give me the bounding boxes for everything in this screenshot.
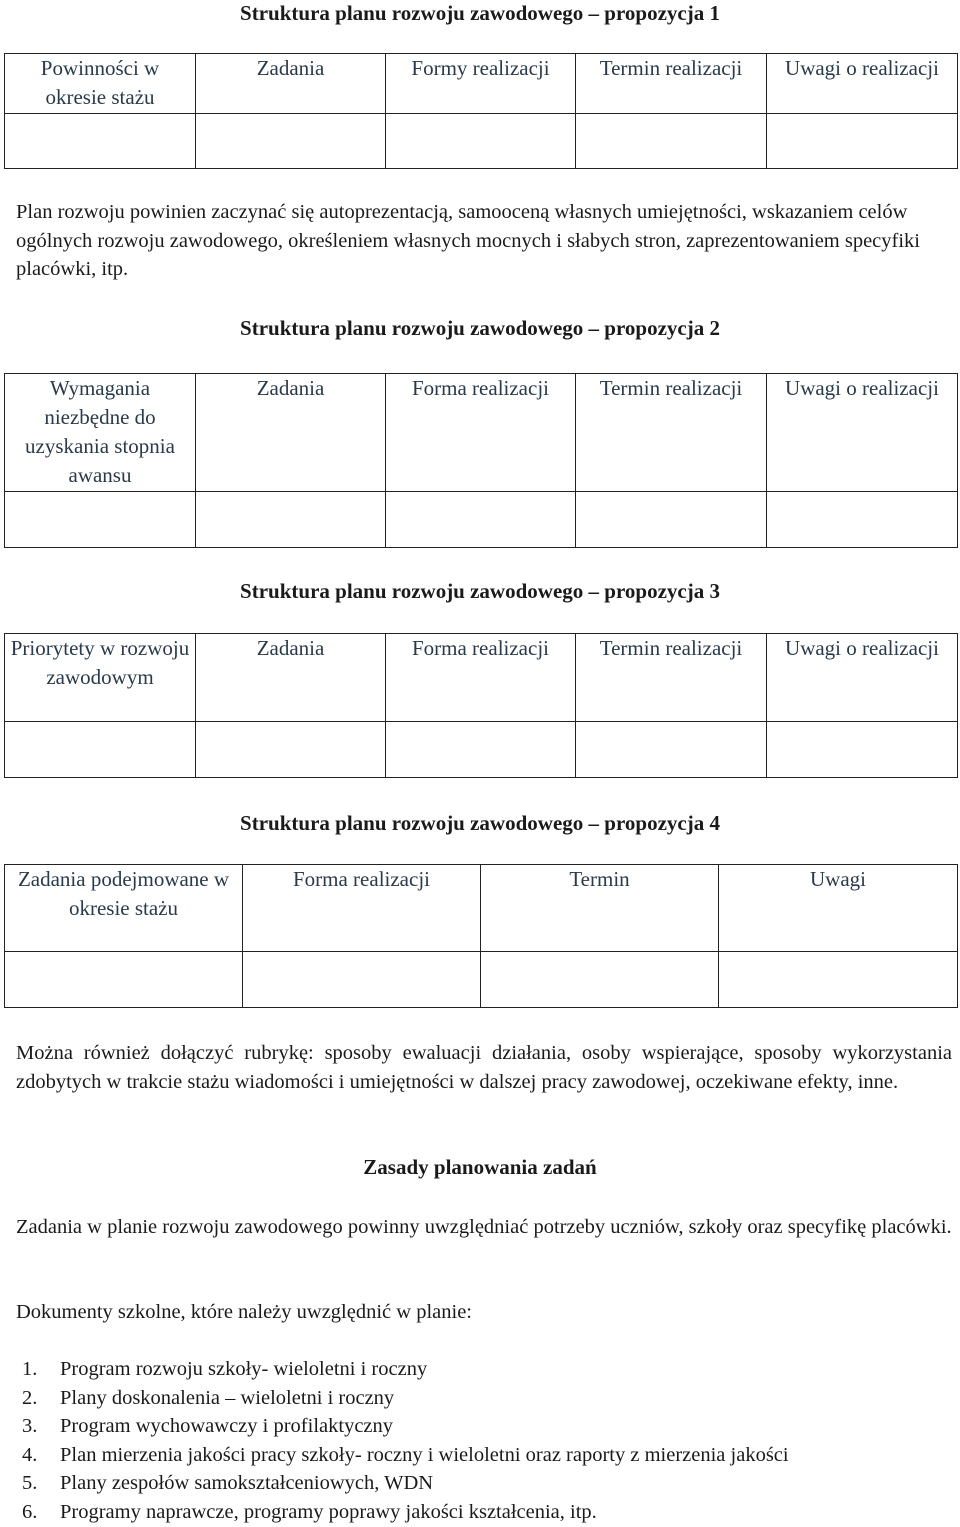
empty-cell [719,952,958,1008]
empty-cell [767,492,958,548]
list-item [16,1441,952,1470]
list-item [16,1412,952,1441]
rules-paragraph: Zadania w planie rozwoju zawodowego powinny uwzględniać potrzeby uczniów, szkoły oraz specyfikę placówki. [16,1216,952,1238]
documents-list [16,1355,952,1526]
section-4-title: Struktura planu rozwoju zawodowego – propozycja 4 [240,811,720,835]
empty-cell [5,114,196,169]
header-cell-form: Forma realizacji [386,374,576,492]
header-cell-remarks: Uwagi o realizacji [767,634,958,722]
list-item-number: 4. [22,1443,38,1466]
plan-table-3 [4,633,958,778]
header-cell-priorities: Priorytety w rozwoju zawodowym [5,634,196,722]
header-cell-forms: Formy realizacji [386,54,576,114]
empty-cell [386,114,576,169]
header-cell-obligations: Powinności w okresie stażu [5,54,196,114]
list-item-text: Program wychowawczy i profilaktyczny [60,1415,394,1437]
list-item-text: Program rozwoju szkoły- wieloletni i roczny [60,1358,428,1380]
plan-table-1 [4,53,958,169]
header-cell-undertaken-tasks: Zadania podejmowane w okresie stażu [5,865,243,952]
header-cell-remarks: Uwagi [719,865,958,952]
section-1-title: Struktura planu rozwoju zawodowego – propozycja 1 [240,1,720,25]
empty-cell [196,492,386,548]
header-cell-remarks: Uwagi o realizacji [767,374,958,492]
documents-intro: Dokumenty szkolne, które należy uwzględnić w planie: [16,1301,472,1323]
header-cell-tasks: Zadania [196,634,386,722]
list-item-text: Plan mierzenia jakości pracy szkoły- roczny i wieloletni oraz raporty z mierzenia jakości [60,1443,789,1466]
extra-columns-paragraph: Można również dołączyć rubrykę: sposoby ewaluacji działania, osoby wspierające, sposoby wykorzystania zdobytych w trakcie stażu wiadomości i umiejętności w dalszej pracy zawodowej, oczekiwane efekty, inne. [16,1042,952,1093]
list-item [16,1498,952,1527]
empty-cell [386,722,576,778]
header-cell-remarks: Uwagi o realizacji [767,54,958,114]
list-item-number: 3. [22,1415,38,1437]
list-item-text: Plany doskonalenia – wieloletni i roczny [60,1386,395,1409]
section-3-title: Struktura planu rozwoju zawodowego – propozycja 3 [240,579,720,603]
header-cell-requirements: Wymagania niezbędne do uzyskania stopnia awansu [5,374,196,492]
header-cell-form: Forma realizacji [243,865,481,952]
list-item-text: Programy naprawcze, programy poprawy jakości kształcenia, itp. [60,1500,597,1523]
section-2-title: Struktura planu rozwoju zawodowego – propozycja 2 [240,316,720,340]
list-item-number: 6. [22,1500,38,1523]
header-cell-deadline: Termin [481,865,719,952]
header-cell-form: Forma realizacji [386,634,576,722]
empty-cell [5,722,196,778]
plan-table-4 [4,864,958,1008]
empty-cell [5,952,243,1008]
list-item-number: 5. [22,1472,38,1494]
empty-cell [196,722,386,778]
rules-title: Zasady planowania zadań [363,1155,597,1179]
empty-cell [243,952,481,1008]
intro-paragraph: Plan rozwoju powinien zaczynać się autoprezentacją, samooceną własnych umiejętności, wskazaniem celów ogólnych rozwoju zawodowego, określeniem własnych mocnych i słabych stron, zaprezentowaniem specyfiki placówki, itp. [16,201,921,280]
empty-cell [576,722,767,778]
empty-cell [386,492,576,548]
plan-table-2 [4,373,958,548]
empty-cell [767,722,958,778]
list-item [16,1355,952,1384]
empty-cell [576,114,767,169]
empty-cell [196,114,386,169]
header-cell-tasks: Zadania [196,374,386,492]
header-cell-deadline: Termin realizacji [576,54,767,114]
header-cell-deadline: Termin realizacji [576,374,767,492]
list-item-number: 1. [22,1358,38,1380]
list-item-text: Plany zespołów samokształceniowych, WDN [60,1472,434,1494]
header-cell-tasks: Zadania [196,54,386,114]
empty-cell [576,492,767,548]
list-item-number: 2. [22,1386,38,1409]
list-item [16,1384,952,1413]
empty-cell [767,114,958,169]
list-item [16,1469,952,1498]
empty-cell [481,952,719,1008]
empty-cell [5,492,196,548]
header-cell-deadline: Termin realizacji [576,634,767,722]
